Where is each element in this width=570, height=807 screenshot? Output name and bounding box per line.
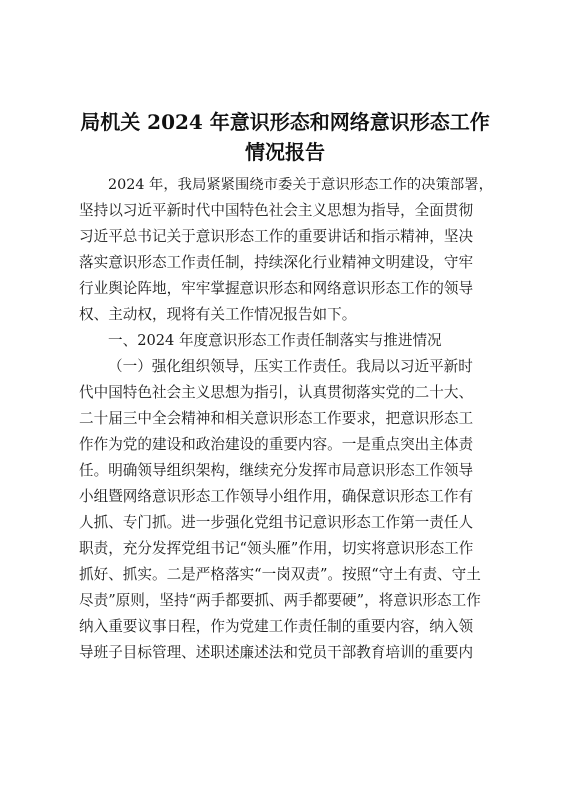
paragraph-line: 任。明确领导组织架构，继续充分发挥市局意识形态工作领导 bbox=[79, 462, 474, 479]
paragraph-line: 抓好、抓实。二是严格落实“一岗双责”。按照“守土有责、守土 bbox=[79, 566, 481, 583]
paragraph-line: 习近平总书记关于意识形态工作的重要讲话和指示精神，坚决 bbox=[79, 228, 474, 245]
paragraph-line: 小组暨网络意识形态工作领导小组作用，确保意识形态工作有 bbox=[79, 488, 474, 505]
paragraph-line: 作作为党的建设和政治建设的重要内容。一是重点突出主体责 bbox=[79, 436, 474, 453]
paragraph-line: 导班子目标管理、述职述廉述法和党员干部教育培训的重要内 bbox=[79, 644, 474, 661]
paragraph-line: 行业舆论阵地，牢牢掌握意识形态和网络意识形态工作的领导 bbox=[79, 280, 474, 297]
paragraph-line: 纳入重要议事日程，作为党建工作责任制的重要内容，纳入领 bbox=[79, 618, 474, 635]
section-heading: 一、2024 年度意识形态工作责任制落实与推进情况 bbox=[108, 332, 442, 349]
paragraph-line: 职责，充分发挥党组书记“领头雁”作用，切实将意识形态工作 bbox=[79, 540, 474, 557]
paragraph-line: 权、主动权，现将有关工作情况报告如下。 bbox=[79, 306, 357, 323]
paragraph-line: 尽责”原则，坚持“两手都要抓、两手都要硬”，将意识形态工作 bbox=[79, 592, 481, 609]
paragraph-line: 二十届三中全会精神和相关意识形态工作要求，把意识形态工 bbox=[79, 410, 474, 427]
paragraph-line: （一）强化组织领导，压实工作责任。我局以习近平新时 bbox=[108, 358, 473, 375]
paragraph-line: 落实意识形态工作责任制，持续深化行业精神文明建设，守牢 bbox=[79, 254, 474, 271]
document-title-line2: 情况报告 bbox=[245, 140, 325, 164]
paragraph-line: 人抓、专门抓。进一步强化党组书记意识形态工作第一责任人 bbox=[79, 514, 474, 531]
paragraph-line: 代中国特色社会主义思想为指引，认真贯彻落实党的二十大、 bbox=[79, 384, 474, 401]
document-title-line1: 局机关 2024 年意识形态和网络意识形态工作 bbox=[80, 110, 490, 134]
paragraph-line: 坚持以习近平新时代中国特色社会主义思想为指导，全面贯彻 bbox=[79, 202, 474, 219]
paragraph-line: 2024 年，我局紧紧围绕市委关于意识形态工作的决策部署， bbox=[108, 177, 493, 193]
